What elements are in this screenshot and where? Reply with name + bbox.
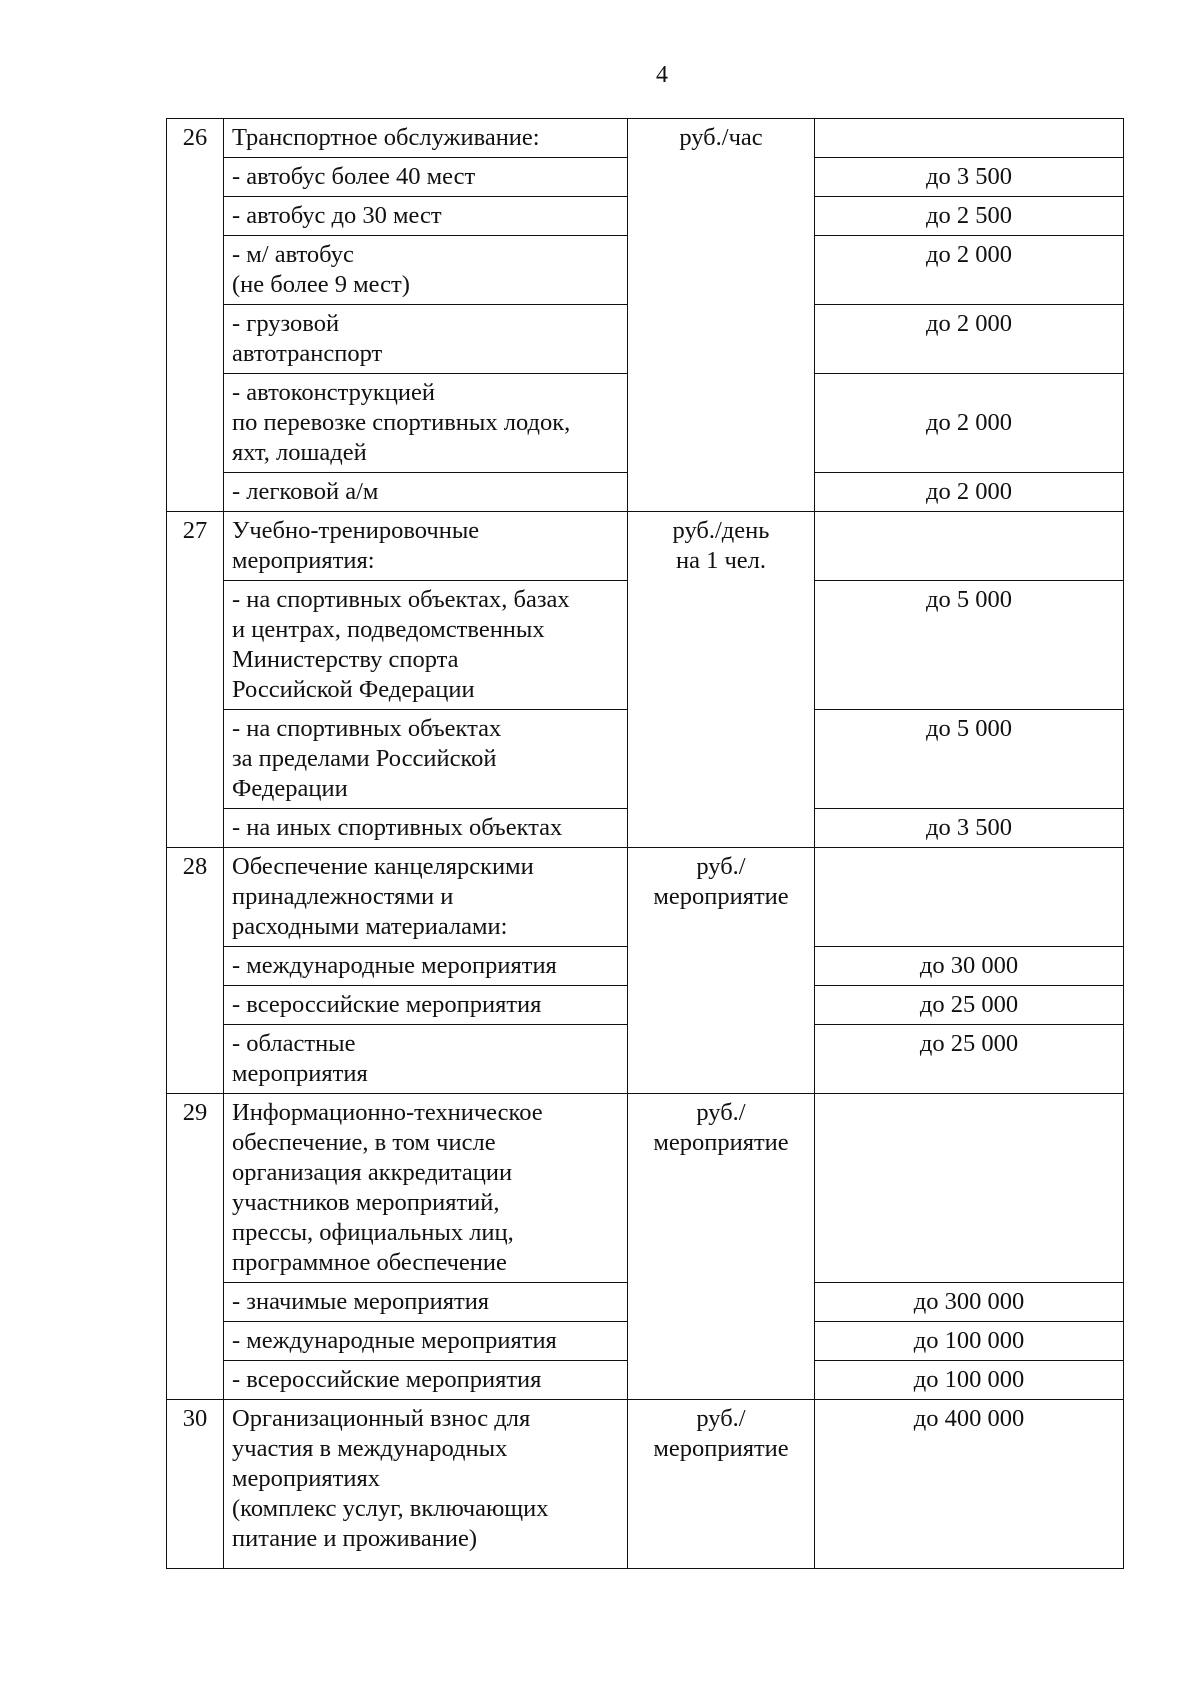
price-cell: до 3 500	[815, 158, 1124, 197]
price-cell	[815, 848, 1124, 947]
section-title: Обеспечение канцелярскими принадлежностями и расходными материалами:	[224, 848, 628, 947]
price-cell: до 100 000	[815, 1361, 1124, 1400]
item-label: - на спортивных объектах за пределами Российской Федерации	[224, 710, 628, 809]
item-label: - м/ автобус (не более 9 мест)	[224, 236, 628, 305]
unit-cell: руб./день на 1 чел.	[628, 512, 815, 848]
price-cell: до 5 000	[815, 581, 1124, 710]
price-cell: до 2 000	[815, 236, 1124, 305]
price-cell	[815, 119, 1124, 158]
section-title: Информационно-техническое обеспечение, в том числе организация аккредитации участников мероприятий, прессы, официальных лиц, программное обеспечение	[224, 1094, 628, 1283]
price-cell: до 2 000	[815, 305, 1124, 374]
row-number: 27	[167, 512, 224, 848]
price-cell: до 5 000	[815, 710, 1124, 809]
price-cell: до 30 000	[815, 947, 1124, 986]
price-cell: до 300 000	[815, 1283, 1124, 1322]
section-title: Организационный взнос для участия в международных мероприятиях (комплекс услуг, включающих питание и проживание)	[224, 1400, 628, 1569]
item-label: - автобус до 30 мест	[224, 197, 628, 236]
price-cell: до 2 000	[815, 374, 1124, 473]
price-cell: до 400 000	[815, 1400, 1124, 1569]
table-row	[167, 119, 1124, 158]
item-label: - на иных спортивных объектах	[224, 809, 628, 848]
item-label: - грузовой автотранспорт	[224, 305, 628, 374]
unit-cell: руб./ мероприятие	[628, 1400, 815, 1569]
row-number: 30	[167, 1400, 224, 1569]
section-title: Транспортное обслуживание:	[224, 119, 628, 158]
unit-cell: руб./час	[628, 119, 815, 512]
row-number: 28	[167, 848, 224, 1094]
row-number: 29	[167, 1094, 224, 1400]
price-cell	[815, 512, 1124, 581]
item-label: - автоконструкцией по перевозке спортивных лодок, яхт, лошадей	[224, 374, 628, 473]
price-cell	[815, 1094, 1124, 1283]
table-row	[167, 1094, 1124, 1283]
unit-cell: руб./ мероприятие	[628, 848, 815, 1094]
section-title: Учебно-тренировочные мероприятия:	[224, 512, 628, 581]
item-label: - на спортивных объектах, базах и центрах, подведомственных Министерству спорта Российской Федерации	[224, 581, 628, 710]
item-label: - легковой а/м	[224, 473, 628, 512]
item-label: - автобус более 40 мест	[224, 158, 628, 197]
unit-cell: руб./ мероприятие	[628, 1094, 815, 1400]
table-row	[167, 512, 1124, 581]
price-cell: до 25 000	[815, 1025, 1124, 1094]
tariff-table	[166, 118, 1124, 1569]
price-cell: до 3 500	[815, 809, 1124, 848]
table-row	[167, 1400, 1124, 1569]
row-number: 26	[167, 119, 224, 512]
item-label: - всероссийские мероприятия	[224, 1361, 628, 1400]
item-label: - значимые мероприятия	[224, 1283, 628, 1322]
item-label: - областные мероприятия	[224, 1025, 628, 1094]
page-number: 4	[656, 62, 668, 88]
item-label: - международные мероприятия	[224, 1322, 628, 1361]
price-cell: до 2 000	[815, 473, 1124, 512]
price-cell: до 2 500	[815, 197, 1124, 236]
table-row	[167, 848, 1124, 947]
item-label: - международные мероприятия	[224, 947, 628, 986]
price-cell: до 25 000	[815, 986, 1124, 1025]
item-label: - всероссийские мероприятия	[224, 986, 628, 1025]
price-cell: до 100 000	[815, 1322, 1124, 1361]
